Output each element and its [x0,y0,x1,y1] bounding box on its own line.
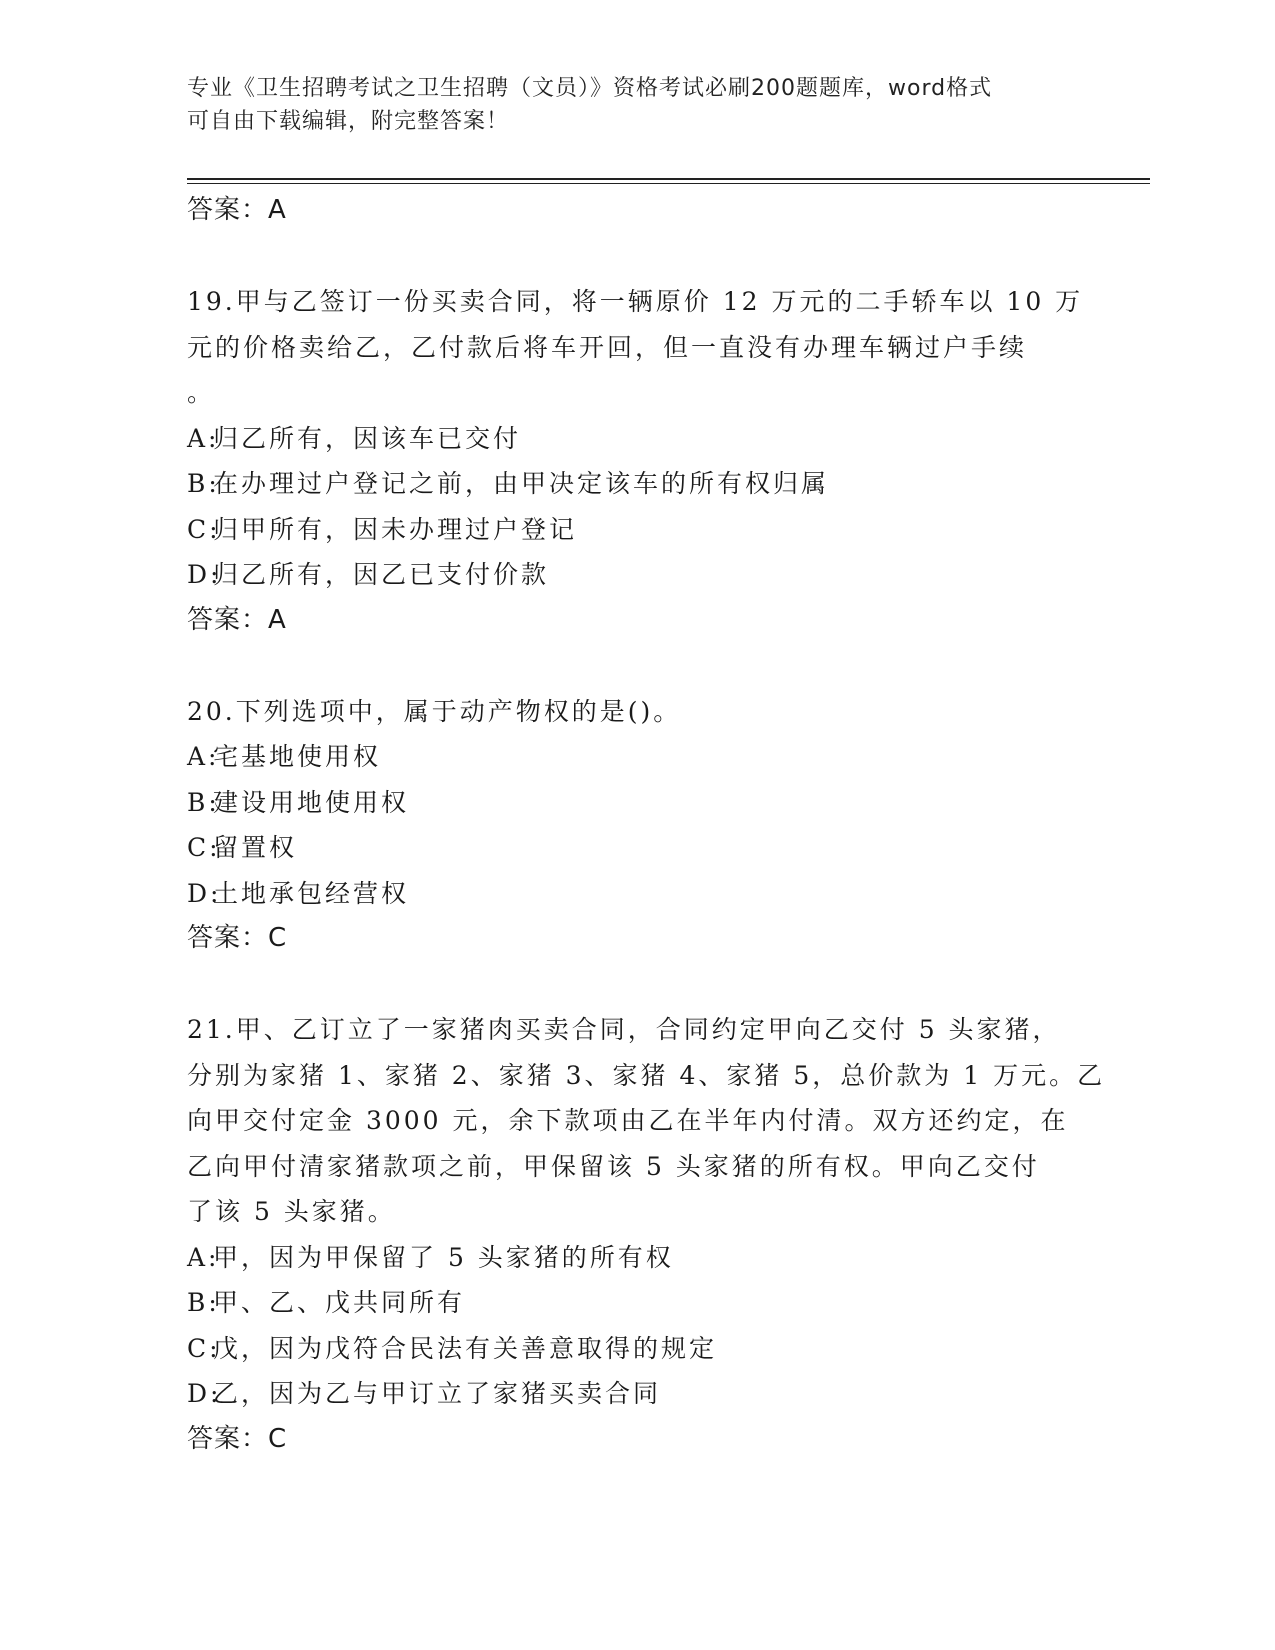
option-text: 乙，因为乙与甲订立了家猪买卖合同 [213,1379,662,1408]
option-c [187,1326,1087,1372]
option-text: 甲、乙、戊共同所有 [213,1288,466,1317]
question-21 [187,1007,1106,1462]
option-letter: D: [187,878,222,908]
option-text: 在办理过户登记之前，由甲决定该车的所有权归属 [213,469,830,498]
spacer [187,234,1087,280]
option-d [187,1371,1087,1417]
question-stem-line: 19.甲与乙签订一份买卖合同，将一辆原价 12 万元的二手轿车以 10 万 [187,287,1084,316]
question-answer: 答案：C [187,1423,288,1454]
option-text: 建设用地使用权 [213,787,410,817]
question-stem-line: 分别为家猪 1、家猪 2、家猪 3、家猪 4、家猪 5，总价款为 1 万元。乙 [187,1060,1106,1090]
question-19 [187,279,1087,643]
option-d [187,871,1087,917]
option-c [187,825,1087,871]
option-letter: A: [187,423,220,453]
option-text: 甲，因为甲保留了 5 头家猪的所有权 [213,1242,674,1272]
option-d [187,552,1087,598]
option-letter: B: [187,469,220,498]
option-letter: C: [187,833,221,862]
option-letter: D: [187,1379,222,1408]
option-letter: A: [187,742,220,771]
option-a [187,416,1087,462]
option-text: 土地承包经营权 [213,878,410,908]
question-answer: 答案：A [187,604,287,635]
question-stem-line: 了该 5 头家猪。 [187,1197,396,1226]
question-stem-line: 20.下列选项中，属于动产物权的是()。 [187,696,682,726]
option-a [187,1235,1087,1281]
question-stem-line: 元的价格卖给乙，乙付款后将车开回，但一直没有办理车辆过户手续 [187,332,1028,362]
option-letter: C: [187,514,221,544]
option-letter: C: [187,1333,221,1363]
option-letter: D: [187,560,222,589]
option-b [187,461,1087,507]
option-text: 归乙所有，因该车已交付 [213,423,522,453]
spacer [187,962,1087,1008]
option-letter: B: [187,787,220,817]
question-stem-line: 乙向甲付清家猪款项之前，甲保留该 5 头家猪的所有权。甲向乙交付 [187,1151,1040,1181]
spacer [187,643,1087,689]
header-rule-thick [187,178,1150,180]
question-answer: 答案：C [187,923,288,953]
option-letter: B: [187,1288,220,1317]
header-rule-thin [187,183,1150,184]
page-header [187,72,1087,138]
option-a [187,734,1087,780]
question-stem-line: 。 [187,378,216,407]
option-b [187,780,1087,826]
header-line-2: 可自由下载编辑，附完整答案！ [187,109,510,134]
option-text: 归乙所有，因乙已支付价款 [213,560,550,589]
option-b [187,1280,1087,1326]
option-text: 戊，因为戊符合民法有关善意取得的规定 [213,1333,718,1363]
option-letter: A: [187,1242,220,1272]
option-c [187,507,1087,553]
document-body [187,188,1106,1462]
question-stem-line: 21.甲、乙订立了一家猪肉买卖合同，合同约定甲向乙交付 5 头家猪， [187,1015,1061,1044]
option-text: 归甲所有，因未办理过户登记 [213,514,578,544]
question-20 [187,689,1087,962]
option-text: 宅基地使用权 [213,742,382,771]
previous-answer: 答案：A [187,195,287,225]
option-text: 留置权 [213,833,298,862]
question-stem-line: 向甲交付定金 3000 元，余下款项由乙在半年内付清。双方还约定，在 [187,1106,1069,1135]
header-line-1: 专业《卫生招聘考试之卫生招聘（文员）》资格考试必刷200题题库，word格式 [187,76,993,101]
